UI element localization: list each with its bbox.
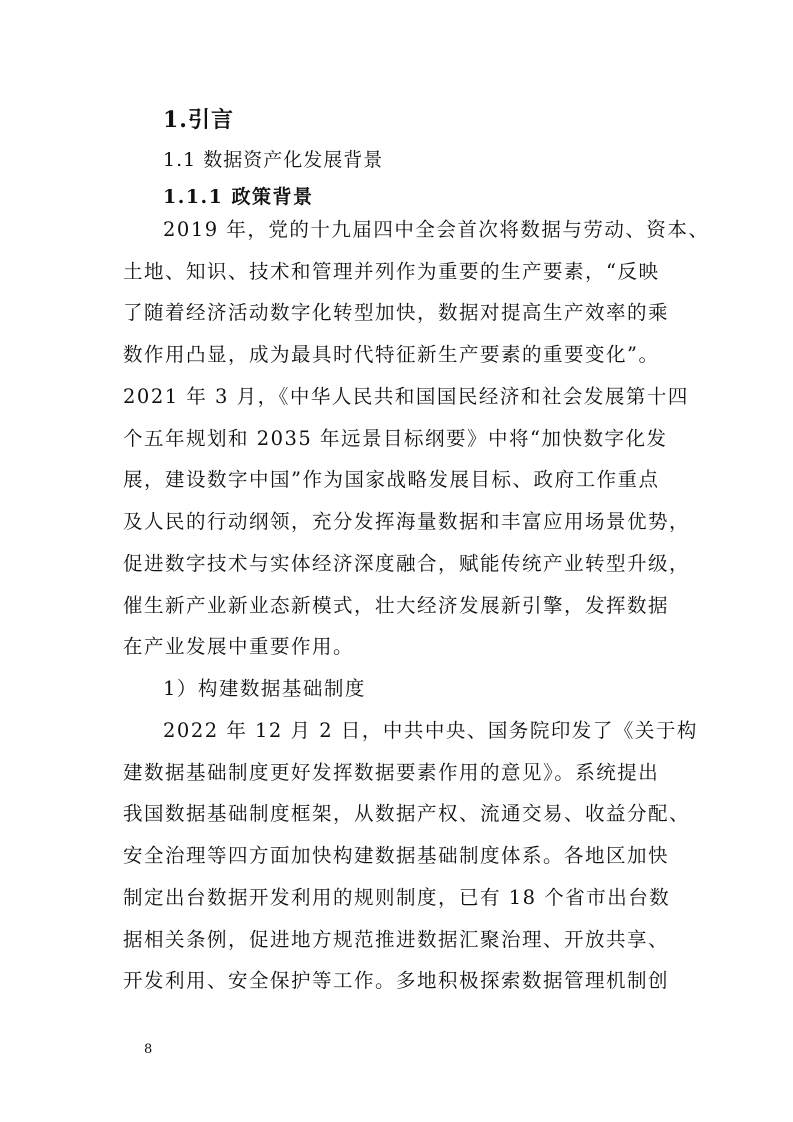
text-line: 开发利用、安全保护等工作。多地积极探索数据管理机制创 [123, 969, 670, 992]
heading-introduction: 1.引言 [163, 107, 234, 133]
text-line: 了随着经济活动数字化转型加快，数据对提高生产效率的乘 [123, 301, 670, 324]
text-line: 催生新产业新业态新模式，壮大经济发展新引擎，发挥数据 [123, 594, 670, 617]
text-line: 我国数据基础制度框架，从数据产权、流通交易、收益分配、 [123, 802, 691, 825]
text-line: 促进数字技术与实体经济深度融合，赋能传统产业转型升级， [123, 552, 691, 575]
text-line: 制定出台数据开发利用的规则制度，已有 18 个省市出台数 [123, 886, 671, 909]
text-line: 土地、知识、技术和管理并列作为重要的生产要素，“反映 [123, 260, 660, 283]
text-line: 数作用凸显，成为最具时代特征新生产要素的重要变化”。 [123, 343, 660, 366]
text-line: 2019 年，党的十九届四中全会首次将数据与劳动、资本、 [163, 218, 710, 241]
text-line: 2021 年 3 月，《中华人民共和国国民经济和社会发展第十四 [123, 385, 689, 408]
heading-data-assetization-background: 1.1 数据资产化发展背景 [163, 149, 384, 171]
text-line: 在产业发展中重要作用。 [123, 635, 355, 658]
text-line: 据相关条例，促进地方规范推进数据汇聚治理、开放共享、 [123, 928, 670, 951]
heading-policy-background: 1.1.1 政策背景 [163, 186, 314, 208]
text-line: 建数据基础制度更好发挥数据要素作用的意见》。系统提出 [123, 761, 660, 784]
text-line: 安全治理等四方面加快构建数据基础制度体系。各地区加快 [123, 844, 670, 867]
text-line: 及人民的行动纲领，充分发挥海量数据和丰富应用场景优势， [123, 510, 691, 533]
text-line: 个五年规划和 2035 年远景目标纲要》中将“加快数字化发 [123, 427, 668, 450]
page-number: 8 [144, 1042, 153, 1057]
text-line: 2022 年 12 月 2 日，中共中央、国务院印发了《关于构 [163, 719, 698, 742]
text-line: 展，建设数字中国”作为国家战略发展目标、政府工作重点 [123, 468, 660, 491]
subheading-data-foundation-system: 1）构建数据基础制度 [163, 677, 366, 700]
